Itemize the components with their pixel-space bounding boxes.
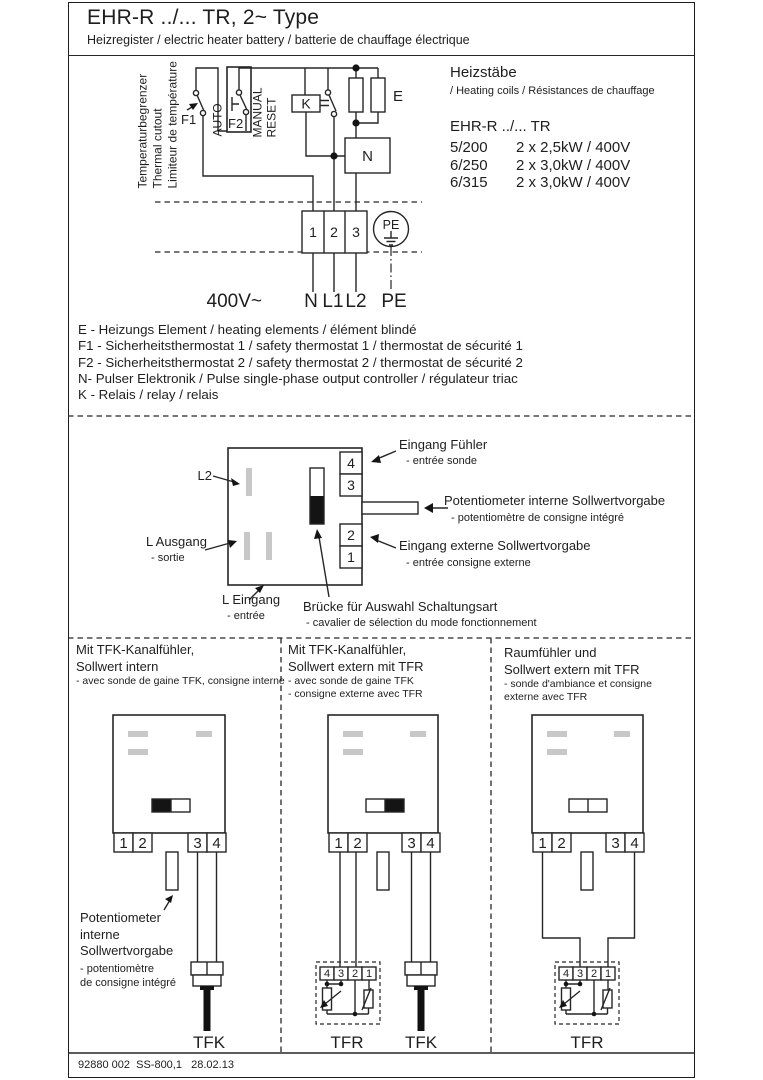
wire-label-l1: L1 xyxy=(322,291,344,312)
heating-elements xyxy=(349,78,403,112)
controller-terminals xyxy=(340,452,362,568)
terminal-2: 2 xyxy=(353,835,362,852)
bridge-sublabel: - cavalier de sélection du mode fonctionnement xyxy=(306,617,537,629)
tfr-sensor-col2 xyxy=(316,962,380,1024)
table-row xyxy=(450,157,655,175)
thermostat-f1 xyxy=(181,90,206,127)
potentiometer-shaft xyxy=(581,852,593,890)
col2-title-line2: Sollwert extern mit TFR xyxy=(288,658,424,674)
tfr-terminal-1: 1 xyxy=(365,968,373,980)
col3-sub-line2: externe avec TFR xyxy=(504,691,588,703)
col3-header xyxy=(504,645,652,704)
terminal-1: 1 xyxy=(309,224,317,240)
col2-title-line1: Mit TFK-Kanalfühler, xyxy=(288,642,407,657)
terminal-2: 2 xyxy=(138,835,147,852)
document-number: 92880 002 SS-800,1 28.02.13 xyxy=(78,1059,234,1071)
row-power: 2 x 2,5kW / 400V xyxy=(516,139,631,156)
terminal-4: 4 xyxy=(347,455,355,471)
jumper-black-half xyxy=(152,799,171,812)
table-row xyxy=(450,174,655,192)
heating-coils-model: EHR-R ../... TR xyxy=(450,118,551,135)
l2-label: L2 xyxy=(197,468,212,483)
thermal-cutout-line-fr: Limiteur de température xyxy=(165,61,180,189)
terminal-3: 3 xyxy=(193,835,202,852)
legend-block xyxy=(78,322,523,403)
l-out-sublabel: - sortie xyxy=(151,552,185,564)
sensor-input-label: Eingang Fühler xyxy=(399,437,488,452)
tfr-terminal-4: 4 xyxy=(323,968,331,980)
poti-line1: Potentiometer xyxy=(80,910,161,925)
bridge-label: Brücke für Auswahl Schaltungsart xyxy=(303,599,498,614)
poti-line2: interne xyxy=(80,926,120,942)
col3-title-line1: Raumfühler und xyxy=(504,645,597,660)
tfk-label-col1: TFK xyxy=(192,1033,226,1052)
tfk-sensor-col2 xyxy=(405,962,437,1031)
col2-sub-line1: - avec sonde de gaine TFK xyxy=(288,675,414,687)
page-title: EHR-R ../... TR, 2~ Type xyxy=(87,6,320,29)
legend-line-n: N- Pulser Elektronik / Pulse single-phase output controller / régulateur triac xyxy=(78,370,518,386)
k-label: K xyxy=(301,95,311,112)
legend-line-e: E - Heizungs Element / heating elements / élément blindé xyxy=(78,322,417,337)
poti-sublabel: - potentiomètre de consigne intégré xyxy=(451,512,625,524)
legend-line-f2: F2 - Sicherheitsthermostat 2 / safety thermostat 2 / thermostat de sécurité 2 xyxy=(78,354,523,370)
terminal-4: 4 xyxy=(630,835,639,852)
col2-sub-line2: - consigne externe avec TFR xyxy=(288,688,423,700)
controller-n xyxy=(345,138,390,173)
col3-title-line2: Sollwert extern mit TFR xyxy=(504,661,640,677)
poti-line3: Sollwertvorgabe xyxy=(80,943,174,958)
tfk-sensor-col1 xyxy=(191,962,223,1031)
row-power: 2 x 3,0kW / 400V xyxy=(516,174,631,191)
ext-setpoint-sublabel: - entrée consigne externe xyxy=(406,557,531,569)
tfr-terminal-1: 1 xyxy=(604,968,612,980)
row-size: 5/200 xyxy=(450,139,488,156)
terminal-block xyxy=(302,211,367,253)
n-label: N xyxy=(362,148,373,165)
col1-title-line1: Mit TFK-Kanalfühler, xyxy=(76,642,195,657)
col1-sub-line1: - avec sonde de gaine TFK, consigne interne xyxy=(76,675,285,687)
col2-header xyxy=(288,642,424,701)
jumper-black-half xyxy=(385,799,404,812)
manual-line: MANUAL xyxy=(250,87,265,138)
legend-line-f1: F1 - Sicherheitsthermostat 1 / safety thermostat 1 / thermostat de sécurité 1 xyxy=(78,338,523,354)
f2-label: F2 xyxy=(228,116,244,131)
tfr-sensor-col3 xyxy=(555,962,619,1024)
col3-sub-line1: - sonde d'ambiance et consigne xyxy=(504,678,652,690)
terminal-3: 3 xyxy=(611,835,620,852)
poti-sub-line1: - potentiomètre xyxy=(80,962,154,975)
relay-k xyxy=(292,90,337,117)
col1-header xyxy=(76,642,285,688)
wire-label-pe: PE xyxy=(381,291,407,312)
col1-title-line2: Sollwert intern xyxy=(76,658,159,674)
f1-label: F1 xyxy=(181,112,197,127)
sensor-input-sublabel: - entrée sonde xyxy=(406,455,477,467)
wire-label-l2: L2 xyxy=(345,291,367,312)
terminal-3: 3 xyxy=(407,835,416,852)
manual-reset-label xyxy=(252,70,279,138)
tfr-terminal-3: 3 xyxy=(576,968,584,980)
tfr-terminal-4: 4 xyxy=(562,968,570,980)
poti-sub-line2: de consigne intégré xyxy=(80,976,177,989)
tfr-terminal-3: 3 xyxy=(337,968,345,980)
terminal-1: 1 xyxy=(538,835,547,852)
terminal-1: 1 xyxy=(334,835,343,852)
wire-label-n: N xyxy=(304,291,318,312)
thermal-cutout-line-en: Thermal cutout xyxy=(150,108,165,189)
tfr-terminal-2: 2 xyxy=(590,968,598,980)
legend-line-k: K - Relais / relay / relais xyxy=(78,387,219,403)
l-out-label: L Ausgang xyxy=(146,534,207,549)
terminal-2: 2 xyxy=(557,835,566,852)
tfr-label-col2: TFR xyxy=(330,1033,364,1052)
terminal-4: 4 xyxy=(426,835,435,852)
terminal-3: 3 xyxy=(347,477,355,493)
tfk-label-col2: TFK xyxy=(404,1033,438,1052)
row-power: 2 x 3,0kW / 400V xyxy=(516,156,631,174)
supply-voltage-label: 400V~ xyxy=(206,291,262,312)
col1-poti-note xyxy=(80,910,176,990)
heating-coils-title: Heizstäbe xyxy=(450,64,517,81)
auto-label: AUTO xyxy=(210,103,225,137)
annotation-arrows xyxy=(205,451,448,600)
terminal-3: 3 xyxy=(352,224,360,240)
terminal-4: 4 xyxy=(212,835,221,852)
poti-label: Potentiometer interne Sollwertvorgabe xyxy=(444,493,666,508)
l-in-sublabel: - entrée xyxy=(227,610,265,622)
terminal-2: 2 xyxy=(330,224,338,240)
potentiometer-shaft xyxy=(166,852,178,890)
heating-coils-subtitle: / Heating coils / Résistances de chauffage xyxy=(450,85,655,97)
heating-coils-table xyxy=(450,139,655,192)
heating-coils-block xyxy=(450,64,655,192)
potentiometer-shaft xyxy=(362,502,418,514)
l-in-label: L Eingang xyxy=(222,592,281,607)
pe-circle-label: PE xyxy=(382,218,400,232)
header-rule xyxy=(68,55,694,56)
row-size: 6/315 xyxy=(450,174,488,191)
reset-line: RESET xyxy=(264,97,278,138)
thermal-cutout-line-de: Temperaturbegrenzer xyxy=(135,73,150,189)
tfr-label-col3: TFR xyxy=(570,1033,604,1052)
mode-jumper xyxy=(310,496,324,524)
terminal-2: 2 xyxy=(347,527,355,543)
terminal-1: 1 xyxy=(119,835,128,852)
thermal-cutout-label xyxy=(136,61,181,189)
device-col2 xyxy=(328,715,440,967)
row-size: 6/250 xyxy=(450,156,488,174)
ext-setpoint-label: Eingang externe Sollwertvorgabe xyxy=(399,538,591,553)
e-label: E xyxy=(393,88,404,105)
device-col3 xyxy=(532,715,644,967)
page-subtitle: Heizregister / electric heater battery / batterie de chauffage électrique xyxy=(87,33,470,47)
potentiometer-shaft xyxy=(377,852,389,890)
tfr-terminal-2: 2 xyxy=(351,968,359,980)
table-row xyxy=(450,139,655,157)
terminal-1: 1 xyxy=(347,549,355,565)
